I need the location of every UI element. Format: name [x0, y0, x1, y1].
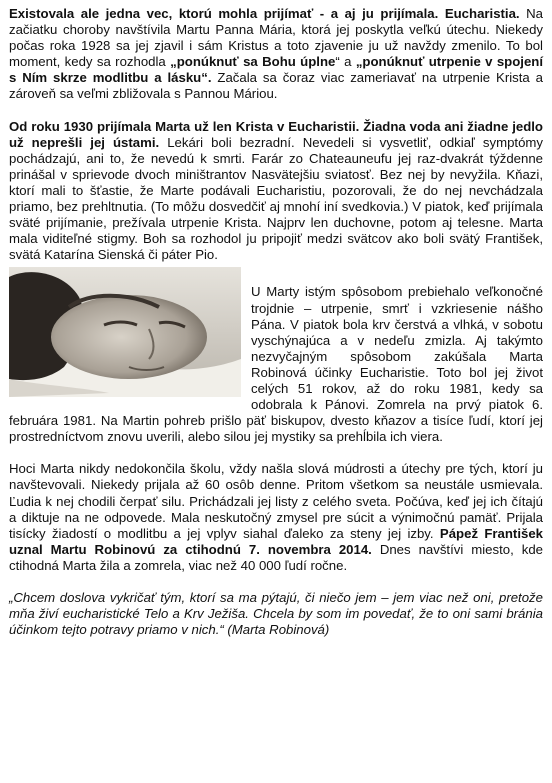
bold-venerable: Pápež František uznal Martu Robinovú za ctihodnú 7. novembra 2014. — [9, 525, 543, 557]
bold-heading-eucharist: Existovala ale jedna vec, ktorú mohla prijímať - a aj ju prijímala. Eucharistia. — [9, 6, 520, 21]
paragraph-triduum: U Marty istým spôsobom prebiehalo veľkonočné trojdnie – utrpenie, smrť i vzkriesenie nášho Pána. V piatok bola krv čerstvá a vlhká, v sobotu vyschýnajúca a v nedeľu zmizla. Aj takýmto nezvyčajným spôsobom zakúšala Marta Robinová účinky Eucharistie. Toto bol jej život celých 51 rokov, až do roku 1981, kedy sa odobrala k Pánovi. Zomrela na prvý piatok 6. februára 1981. Na Martin pohreb prišlo päť biskupov, dvesto kňazov a tisíce ľudí, ktorí jej prostredníctvom znovu uverili, alebo silou jej mystiky sa prehĺbila ich viera. — [9, 284, 543, 445]
paragraph-eucharist: Existovala ale jedna vec, ktorú mohla prijímať - a aj ju prijímala. Eucharistia. Na začiatku choroby navštívila Martu Panna Mária, ktorá jej poskytla veľkú útechu. Niekedy počas roka 1928 sa jej zjavil i sám Kristus a toto zjavenie ju už navždy zmenilo. To bol moment, kedy sa rozhodla „ponúknuť sa Bohu úplne“ a „ponúknuť utrpenie v spojení s Ním skrze modlitbu a lásku“. Začala sa čoraz viac zameriavať na utrpenie Krista a zároveň sa veľmi zbližovala s Pannou Máriou. — [9, 6, 544, 102]
paragraph-gap — [9, 445, 543, 461]
document-page — [9, 6, 543, 638]
paragraph-visitors: Hoci Marta nikdy nedokončila školu, vždy našla slová múdrosti a útechy pre tých, ktorí ju navštevovali. Niekedy prijala až 60 osôb denne. Pritom všetkom sa neustále usmievala. Ľudia k nej chodili čerpať silu. Prichádzali jej listy z celého sveta. Počúva, keď jej ich čítajú a diktuje na ne odpovede. Mala neskutočný zmysel pre súcit a výnimočnú pamäť. Prijala tisícky žiadostí o modlitbu a jej vplyv siahal ďaleko za steny jej izby. Pápež František uznal Martu Robinovú za ctihodnú 7. novembra 2014. Dnes navštívi miesto, kde ctihodná Marta žila a zomrela, viac než 40 000 ľudí ročne. — [9, 461, 543, 573]
photo-marthe-robin — [9, 267, 241, 397]
bold-heading-since-1930: Od roku 1930 prijímala Marta už len Krista v Eucharistii. Žiadna voda ani žiadne jedlo už neprešli jej ústami. — [9, 118, 543, 150]
paragraph-since-1930: Od roku 1930 prijímala Marta už len Krista v Eucharistii. Žiadna voda ani žiadne jedlo už neprešli jej ústami. Lekári boli bezradní. Nevedeli si vysvetliť, odkiaľ symptómy pochádzajú, ani to, že nevedú k smrti. Farár zo Chateauneufu jej raz-dvakrát týždenne prinášal v sprievode dvoch miništrantov Nasvätejšiu sviatosť. Bez nej by nevyžila. Kňazi, ktorí mali to šťastie, že Marte podávali Eucharistiu, pozorovali, že do nej nevchádzala priamo, bez prehltnutia. (To môžu dosvedčiť aj mnohí iní svedkovia.) V piatok, keď prijímala sväté prijímanie, prežívala utrpenie Krista. Najprv len duchovne, potom aj telesne. Marta mala viditeľné stigmy. Boh sa rozhodol ju pripojiť medzi svätcov ako boli svätý František, svätá Katarína Sienská či páter Pio. — [9, 118, 543, 263]
paragraph-gap — [9, 103, 543, 119]
quote-marthe-robin: „Chcem doslova vykričať tým, ktorí sa ma pýtajú, či niečo jem – jem viac než oni, pretože mňa živí eucharistické Telo a Krv Ježiša. Chcela by som im povedať, že to oni sami bránia účinkom tejto potravy priamo v nich.“ (Marta Robinová) — [9, 590, 543, 638]
portrait-photo — [9, 267, 241, 397]
